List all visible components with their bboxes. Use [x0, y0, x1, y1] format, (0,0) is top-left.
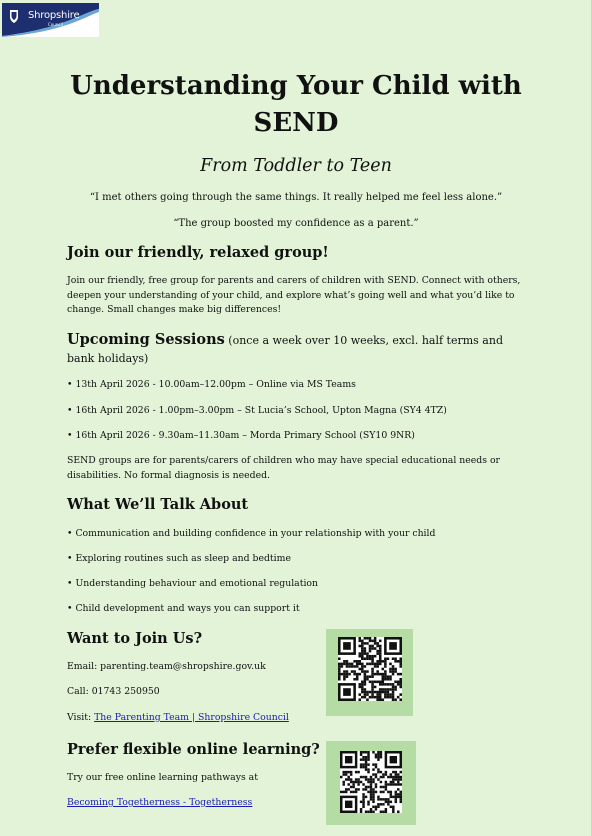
topics-heading: What We’ll Talk About — [67, 496, 249, 513]
topic-item: • Exploring routines such as sleep and bedtime — [67, 553, 291, 564]
online-qr-frame — [326, 741, 416, 825]
contact-email: Email: parenting.team@shropshire.gov.uk — [67, 661, 266, 672]
session-item: • 13th April 2026 - 10.00am–12.00pm – Online via MS Teams — [67, 379, 356, 390]
parenting-team-link[interactable]: The Parenting Team | Shropshire Council — [94, 712, 289, 723]
session-item: • 16th April 2026 - 1.00pm–3.00pm – St Lucia’s School, Upton Magna (SY4 4TZ) — [67, 405, 447, 416]
page-subtitle: From Toddler to Teen — [200, 156, 392, 176]
topic-item: • Communication and building confidence in your relationship with your child — [67, 528, 436, 539]
logo-text: Shropshire — [28, 10, 80, 21]
topic-item: • Child development and ways you can support it — [67, 603, 300, 614]
title-line-1: Understanding Your Child with — [70, 71, 522, 101]
sessions-note: (once a week over 10 weeks, excl. half terms and bank holidays) — [67, 334, 503, 365]
online-body: Try our free online learning pathways at — [67, 772, 258, 783]
testimonial-quote: “The group boosted my confidence as a parent.” — [173, 218, 419, 229]
qr-code-icon[interactable] — [338, 637, 402, 701]
shropshire-council-logo — [2, 3, 99, 37]
join-heading: Join our friendly, relaxed group! — [67, 244, 329, 261]
visit-prefix: Visit: — [67, 712, 95, 723]
contact-heading: Want to Join Us? — [67, 630, 203, 647]
page-title — [40, 68, 552, 142]
contact-visit — [67, 712, 289, 723]
session-item: • 16th April 2026 - 9.30am–11.30am – Morda Primary School (SY10 9NR) — [67, 430, 415, 441]
online-link-line — [67, 797, 252, 808]
topic-item: • Understanding behaviour and emotional regulation — [67, 578, 319, 589]
sessions-title: Upcoming Sessions — [67, 331, 225, 348]
sessions-heading — [67, 331, 517, 368]
online-heading: Prefer flexible online learning? — [67, 741, 320, 758]
contact-phone: Call: 01743 250950 — [67, 686, 160, 697]
eligibility-note: SEND groups are for parents/carers of children who may have special educational needs or disabilities. No formal diagnosis is needed. — [67, 455, 500, 481]
togetherness-link[interactable]: Becoming Togetherness - Togetherness — [67, 797, 253, 808]
logo-subtext: Council — [48, 22, 63, 27]
title-line-2: SEND — [253, 108, 339, 138]
testimonial-quote: “I met others going through the same things. It really helped me feel less alone.” — [89, 192, 503, 203]
join-body: Join our friendly, free group for parents and carers of children with SEND. Connect with others, deepen your understanding of your child, and explore what’s going well and what you’d like to change. Small changes make big differences! — [67, 275, 521, 315]
contact-qr-frame — [326, 629, 413, 716]
qr-code-icon[interactable] — [340, 751, 402, 813]
